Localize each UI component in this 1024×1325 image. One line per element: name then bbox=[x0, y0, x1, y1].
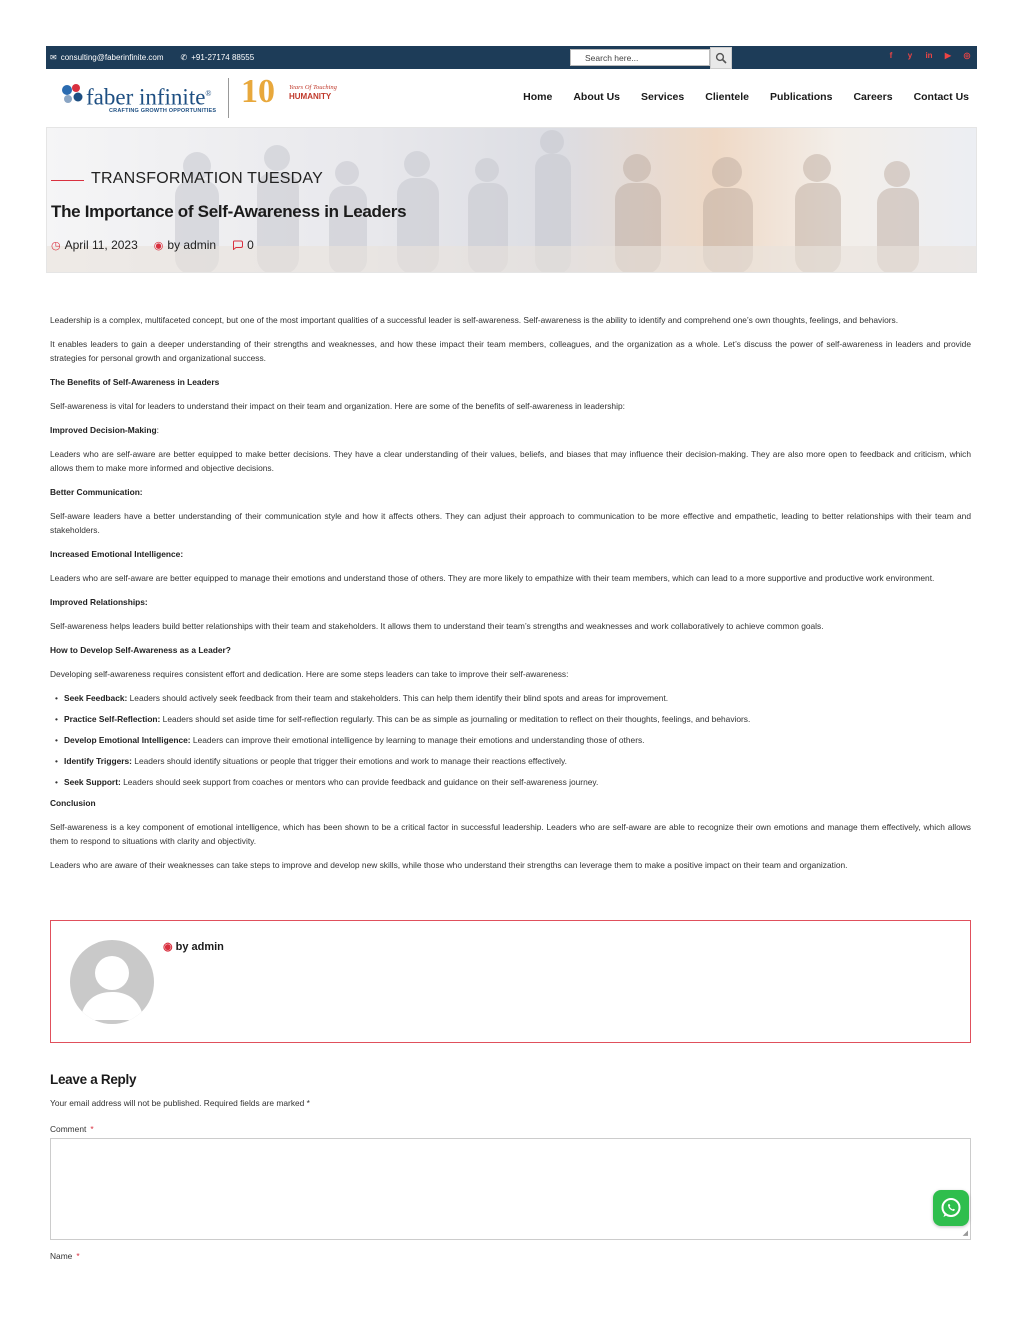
paragraph: Self-aware leaders have a better understanding of their communication style and how it affects others. They can adjust their approach to communication to be more effective and empathetic, leading to better relationships with their team and stakeholders. bbox=[50, 511, 971, 535]
list-item: • Seek Support: Leaders should seek support from coaches or mentors who can provide feedback and guidance on their self-awareness journey. bbox=[55, 775, 971, 789]
section-heading: How to Develop Self-Awareness as a Leader? bbox=[50, 645, 231, 655]
paragraph: Self-awareness is vital for leaders to understand their impact on their team and organization. Here are some of the benefits of self-awareness in leadership: bbox=[50, 401, 625, 411]
list-item: • Identify Triggers: Leaders should identify situations or people that trigger their emotions and work to manage their reactions effectively. bbox=[55, 754, 971, 768]
phone-icon: ✆ bbox=[180, 53, 188, 62]
list-item: • Develop Emotional Intelligence: Leaders can improve their emotional intelligence by learning to manage their emotions and understanding those of others. bbox=[55, 733, 971, 747]
user-silhouette-icon bbox=[70, 940, 154, 1024]
site-header bbox=[46, 69, 977, 127]
phone-text: +91-27174 88555 bbox=[191, 53, 255, 62]
whatsapp-icon bbox=[939, 1196, 963, 1220]
instagram-icon[interactable]: ◎ bbox=[963, 51, 971, 60]
nav-services[interactable]: Services bbox=[641, 91, 685, 103]
author-link[interactable] bbox=[163, 940, 224, 953]
nav-contact-us[interactable]: Contact Us bbox=[913, 91, 969, 103]
search-placeholder: Search here... bbox=[585, 53, 639, 63]
list-item: • Practice Self-Reflection: Leaders should set aside time for self-reflection regularly. This can be as simple as journaling or meditation to reflect on their thoughts, feelings, and behaviors. bbox=[55, 712, 971, 726]
anniversary-number: 10 bbox=[241, 73, 275, 110]
author-name-text: by admin bbox=[175, 940, 224, 953]
logo-tagline: CRAFTING GROWTH OPPORTUNITIES bbox=[109, 108, 217, 114]
paragraph: Self-awareness helps leaders build better relationships with their team and stakeholders. It allows them to understand their team’s strengths and weaknesses and work collaboratively to achieve common goals. bbox=[50, 621, 824, 631]
paragraph: Leaders who are aware of their weaknesses can take steps to improve and develop new skills, while those who understand their strengths can leverage them to make a positive impact on their team and organization. bbox=[50, 860, 848, 870]
facebook-icon[interactable]: f bbox=[889, 51, 893, 60]
registered-mark: ® bbox=[205, 89, 212, 98]
paragraph: Leadership is a complex, multifaceted concept, but one of the most important qualities of a successful leader is self-awareness. Self-awareness is the ability to identify and comprehend one’s own thoughts, feelings, and behaviors. bbox=[50, 315, 899, 325]
logo-text: faber infinite® bbox=[86, 84, 212, 110]
nav-publications[interactable]: Publications bbox=[770, 91, 833, 103]
nav-clientele[interactable]: Clientele bbox=[705, 91, 749, 103]
reply-title: Leave a Reply bbox=[50, 1072, 137, 1087]
paragraph: Leaders who are self-aware are better equipped to make better decisions. They have a clear understanding of their values, beliefs, and biases that may influence their decision-making. They are also more open to feedback and criticism, which allows them to make more informed and objective decisions. bbox=[50, 449, 971, 473]
paragraph: Leaders who are self-aware are better equipped to manage their emotions and understand those of others. They are more likely to empathize with their team members, which can lead to a more supportive and productive work environment. bbox=[50, 573, 935, 583]
post-date-text: April 11, 2023 bbox=[64, 238, 138, 252]
anniversary-badge bbox=[241, 74, 351, 114]
contact-info bbox=[50, 53, 254, 62]
kicker-line bbox=[51, 180, 84, 181]
steps-list bbox=[55, 691, 971, 789]
linkedin-icon[interactable]: in bbox=[925, 51, 933, 60]
section-heading: Increased Emotional Intelligence: bbox=[50, 549, 184, 559]
youtube-icon[interactable]: ▶ bbox=[944, 51, 952, 60]
section-heading: Better Communication: bbox=[50, 487, 143, 497]
comment-textarea[interactable] bbox=[50, 1138, 971, 1240]
search-input[interactable] bbox=[570, 49, 710, 66]
post-meta bbox=[51, 238, 254, 252]
faber-infinite-logo[interactable] bbox=[58, 77, 228, 119]
clock-icon: ◷ bbox=[51, 239, 61, 252]
section-heading: Improved Decision-Making: bbox=[50, 425, 159, 435]
section-heading: Conclusion bbox=[50, 798, 96, 808]
top-bar bbox=[46, 46, 977, 69]
resize-grip-icon[interactable]: ◢ bbox=[962, 1230, 968, 1237]
required-mark: * bbox=[76, 1251, 80, 1261]
logo-divider bbox=[228, 78, 229, 118]
name-label: Name * bbox=[50, 1251, 80, 1261]
user-icon: ◉ bbox=[153, 239, 164, 252]
nav-careers[interactable]: Careers bbox=[853, 91, 893, 103]
anniversary-tag-top: Years Of Touching bbox=[289, 84, 337, 91]
post-author[interactable] bbox=[154, 238, 216, 252]
post-date[interactable] bbox=[51, 238, 138, 252]
post-hero bbox=[46, 127, 977, 273]
reply-note: Your email address will not be published. Required fields are marked * bbox=[50, 1098, 310, 1108]
list-item: • Seek Feedback: Leaders should actively seek feedback from their team and stakeholders. This can help them identify their blind spots and areas for improvement. bbox=[55, 691, 971, 705]
section-heading: The Benefits of Self-Awareness in Leaders bbox=[50, 377, 220, 387]
post-category[interactable]: TRANSFORMATION TUESDAY bbox=[91, 170, 323, 187]
paragraph: Developing self-awareness requires consistent effort and dedication. Here are some steps leaders can take to improve their self-awareness: bbox=[50, 669, 569, 679]
post-comments-count: 0 bbox=[247, 238, 254, 252]
social-links bbox=[887, 51, 971, 60]
comment-label: Comment * bbox=[50, 1124, 94, 1134]
nav-home[interactable]: Home bbox=[523, 91, 553, 103]
email-text: consulting@faberinfinite.com bbox=[60, 53, 164, 62]
required-mark: * bbox=[90, 1124, 94, 1134]
post-comments[interactable] bbox=[232, 238, 254, 252]
search-icon bbox=[715, 52, 727, 64]
comment-icon bbox=[232, 240, 243, 250]
whatsapp-button[interactable] bbox=[933, 1190, 969, 1226]
author-box bbox=[50, 920, 971, 1043]
search-button[interactable] bbox=[710, 47, 732, 69]
section-heading: Improved Relationships: bbox=[50, 597, 148, 607]
post-title: The Importance of Self-Awareness in Leaders bbox=[51, 202, 407, 221]
main-nav bbox=[523, 91, 969, 103]
twitter-icon[interactable]: y bbox=[907, 51, 913, 60]
logo-mark-icon bbox=[58, 81, 86, 107]
phone-link[interactable] bbox=[181, 53, 255, 62]
email-link[interactable] bbox=[50, 53, 164, 62]
article-body bbox=[50, 313, 971, 882]
post-author-text: by admin bbox=[167, 238, 217, 252]
avatar bbox=[70, 940, 154, 1024]
nav-about-us[interactable]: About Us bbox=[573, 91, 621, 103]
paragraph: Self-awareness is a key component of emotional intelligence, which has been shown to be a critical factor in successful leadership. Leaders who are self-aware are able to recognize their own emotions and manage them effectively, which allows them to respond to situations with clarity and objectivity. bbox=[50, 822, 971, 846]
envelope-icon: ✉ bbox=[50, 53, 57, 62]
anniversary-tag-bottom: HUMANITY bbox=[289, 92, 332, 101]
user-icon: ◉ bbox=[163, 941, 173, 953]
paragraph: It enables leaders to gain a deeper understanding of their strengths and weaknesses, and how these impact their team members, colleagues, and the organization as a whole. Let’s discuss the power of self-awareness in leaders and provide strategies for personal growth and organizational success. bbox=[50, 339, 971, 363]
